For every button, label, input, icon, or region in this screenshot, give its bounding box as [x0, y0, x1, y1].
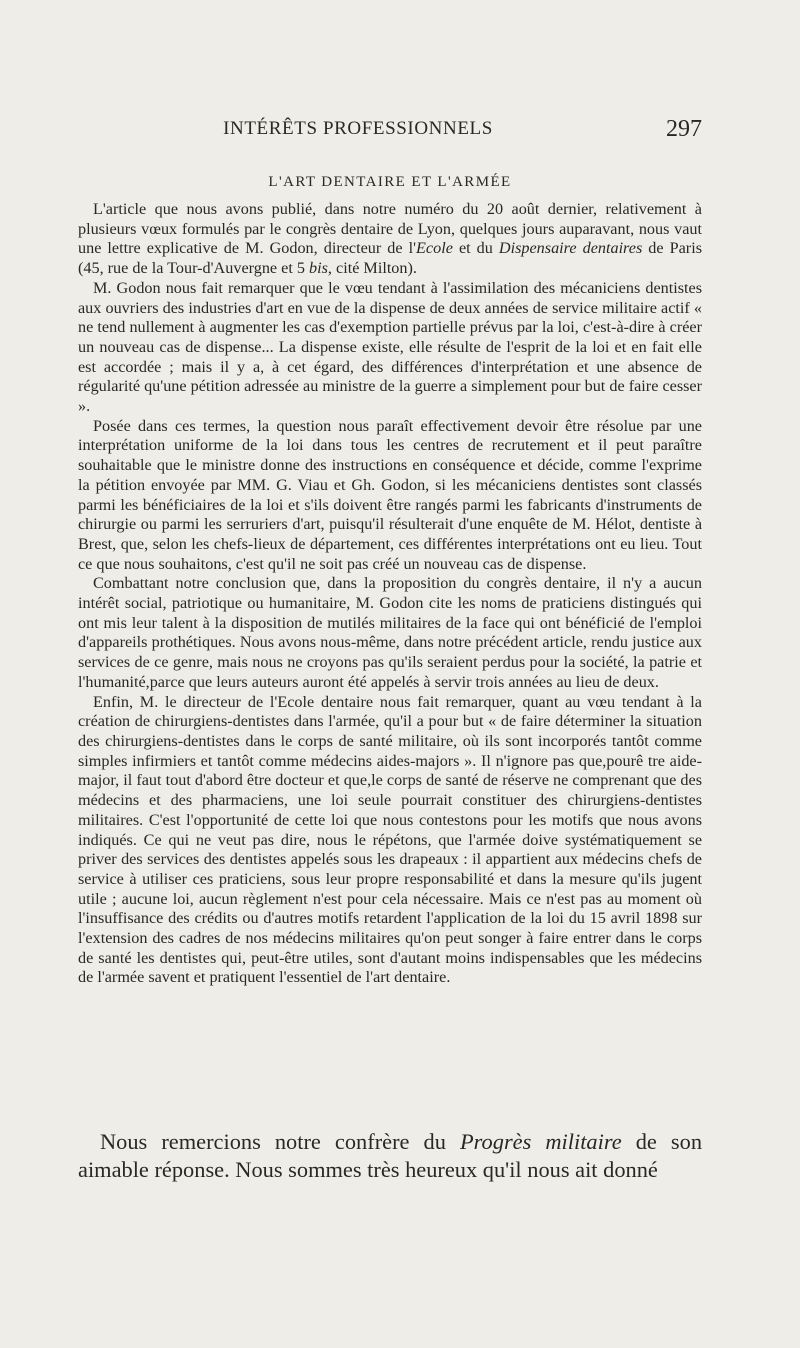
paragraph-1-italic-dispensaire: Dispensaire dentaires: [498, 239, 643, 258]
closing-text: [78, 1128, 702, 1184]
paragraph-1-text-c: de Paris (45, rue de la Tour-d'Auvergne et 5: [78, 239, 702, 278]
article-title: L'ART DENTAIRE ET L'ARMÉE: [268, 174, 512, 190]
paragraph-3: Posée dans ces termes, la question nous paraît effectivement devoir être résolue par une interprétation uniforme de la loi dans tous les centres de recrutement et il peut paraître souhaitable que le ministre donne des instructions en conséquence et décide, comme l'exprime la pétition envoyée par MM. G. Viau et Gh. Godon, si les mécaniciens dentistes sont classés parmi les bénéficiaires de la loi et s'ils doivent être rangés parmi les fabricants d'instruments de chirurgie ou parmi les serruriers d'art, puisqu'il résulterait d'une enquête de M. Hélot, dentiste à Brest, que, selon les chefs-lieux de département, ces différentes interprétations ont eu lieu. Tout ce que nous souhaitons, c'est qu'il ne soit pas créé un nouveau cas de dispense.: [78, 416, 702, 573]
running-header: [78, 114, 702, 142]
paragraph-1-text-b: et du: [452, 239, 499, 258]
closing-paragraph: [78, 1128, 702, 1184]
running-title: INTÉRÊTS PROFESSIONNELS: [223, 118, 493, 139]
paragraph-1-italic-ecole: Ecole: [416, 239, 453, 258]
page-number: 297: [666, 116, 702, 142]
paragraph-1-italic-bis: bis: [309, 259, 328, 278]
article-body: [78, 200, 702, 988]
closing-text-a: Nous remercions notre confrère du: [100, 1129, 460, 1154]
paragraph-5: Enfin, M. le directeur de l'Ecole dentaire nous fait remarquer, quant au vœu tendant à la création de chirurgiens-dentistes dans l'armée, qu'il a pour but « de faire déterminer la situation des chirurgiens-dentistes dans le corps de santé militaire, où ils sont incorporés tantôt comme simples infirmiers et tantôt comme médecins aides-majors ». Il n'ignore pas que,pourê tre aide-major, il faut tout d'abord être docteur et que,le corps de santé de réserve ne comprenant que des médecins et des pharmaciens, une loi seule pourrait constituer des chirurgiens-dentistes militaires. C'est l'opportunité de cette loi que nous contestons pour les motifs que nous avons indiqués. Ce qui ne veut pas dire, nous le répétons, que l'armée doive systématiquement se priver des services des dentistes appelés sous les drapeaux : il appartient aux médecins chefs de service à utiliser ces praticiens, sous leur propre responsabilité et dans la mesure qu'ils jugent utile ; aucune loi, aucun règlement n'est pour cela nécessaire. Mais ce n'est pas au moment où l'insuffisance des crédits ou d'autres motifs retardent l'application de la loi du 15 avril 1898 sur l'extension des cadres de nos médecins militaires qu'on peut songer à faire entrer dans le corps de santé les dentistes qui, peut-être utiles, sont d'autant moins indispensables que les médecins de l'armée savent et pratiquent l'essentiel de l'art dentaire.: [78, 692, 702, 987]
paragraph-2: M. Godon nous fait remarquer que le vœu tendant à l'assimilation des mécaniciens dentistes aux ouvriers des industries d'art en vue de la dispense de deux années de service militaire actif « ne tend nullement à augmenter les cas d'exemption partielle prévus par la loi, c'est-à-dire à créer un nouveau cas de dispense... La dispense existe, elle résulte de l'esprit de la loi et en fait elle est accordée ; mais il y a, à cet égard, des différences d'interprétation et une absence de régularité qu'une pétition adressée au ministre de la guerre a simplement pour but de faire cesser ».: [78, 278, 702, 416]
closing-text-b: de son aimable réponse. Nous sommes très heureux qu'il nous ait donné: [78, 1129, 703, 1182]
paragraph-1-text-a: L'article que nous avons publié, dans notre numéro du 20 août dernier, relativement à plusieurs vœux formulés par le congrès dentaire de Lyon, quelques jours auparavant, nous vaut une lettre explicative de M. Godon, directeur de l': [78, 200, 702, 258]
paragraph-1: [78, 200, 702, 279]
paragraph-4: Combattant notre conclusion que, dans la proposition du congrès dentaire, il n'y a aucun intérêt social, patriotique ou humanitaire, M. Godon cite les noms de praticiens distingués qui ont mis leur talent à la disposition de mutilés militaires de la face qui ont bénéficié de l'emploi d'appareils prothétiques. Nous avons nous-même, dans notre précédent article, rendu justice aux services de ce genre, mais nous ne croyons pas qu'ils seraient perdus pour la société, la patrie et l'humanité,parce que leurs auteurs auront été appelés à servir trois années au lieu de deux.: [78, 574, 702, 691]
paragraph-1-text-d: , cité Milton).: [327, 259, 417, 278]
closing-italic-progres: Progrès militaire: [460, 1129, 622, 1154]
